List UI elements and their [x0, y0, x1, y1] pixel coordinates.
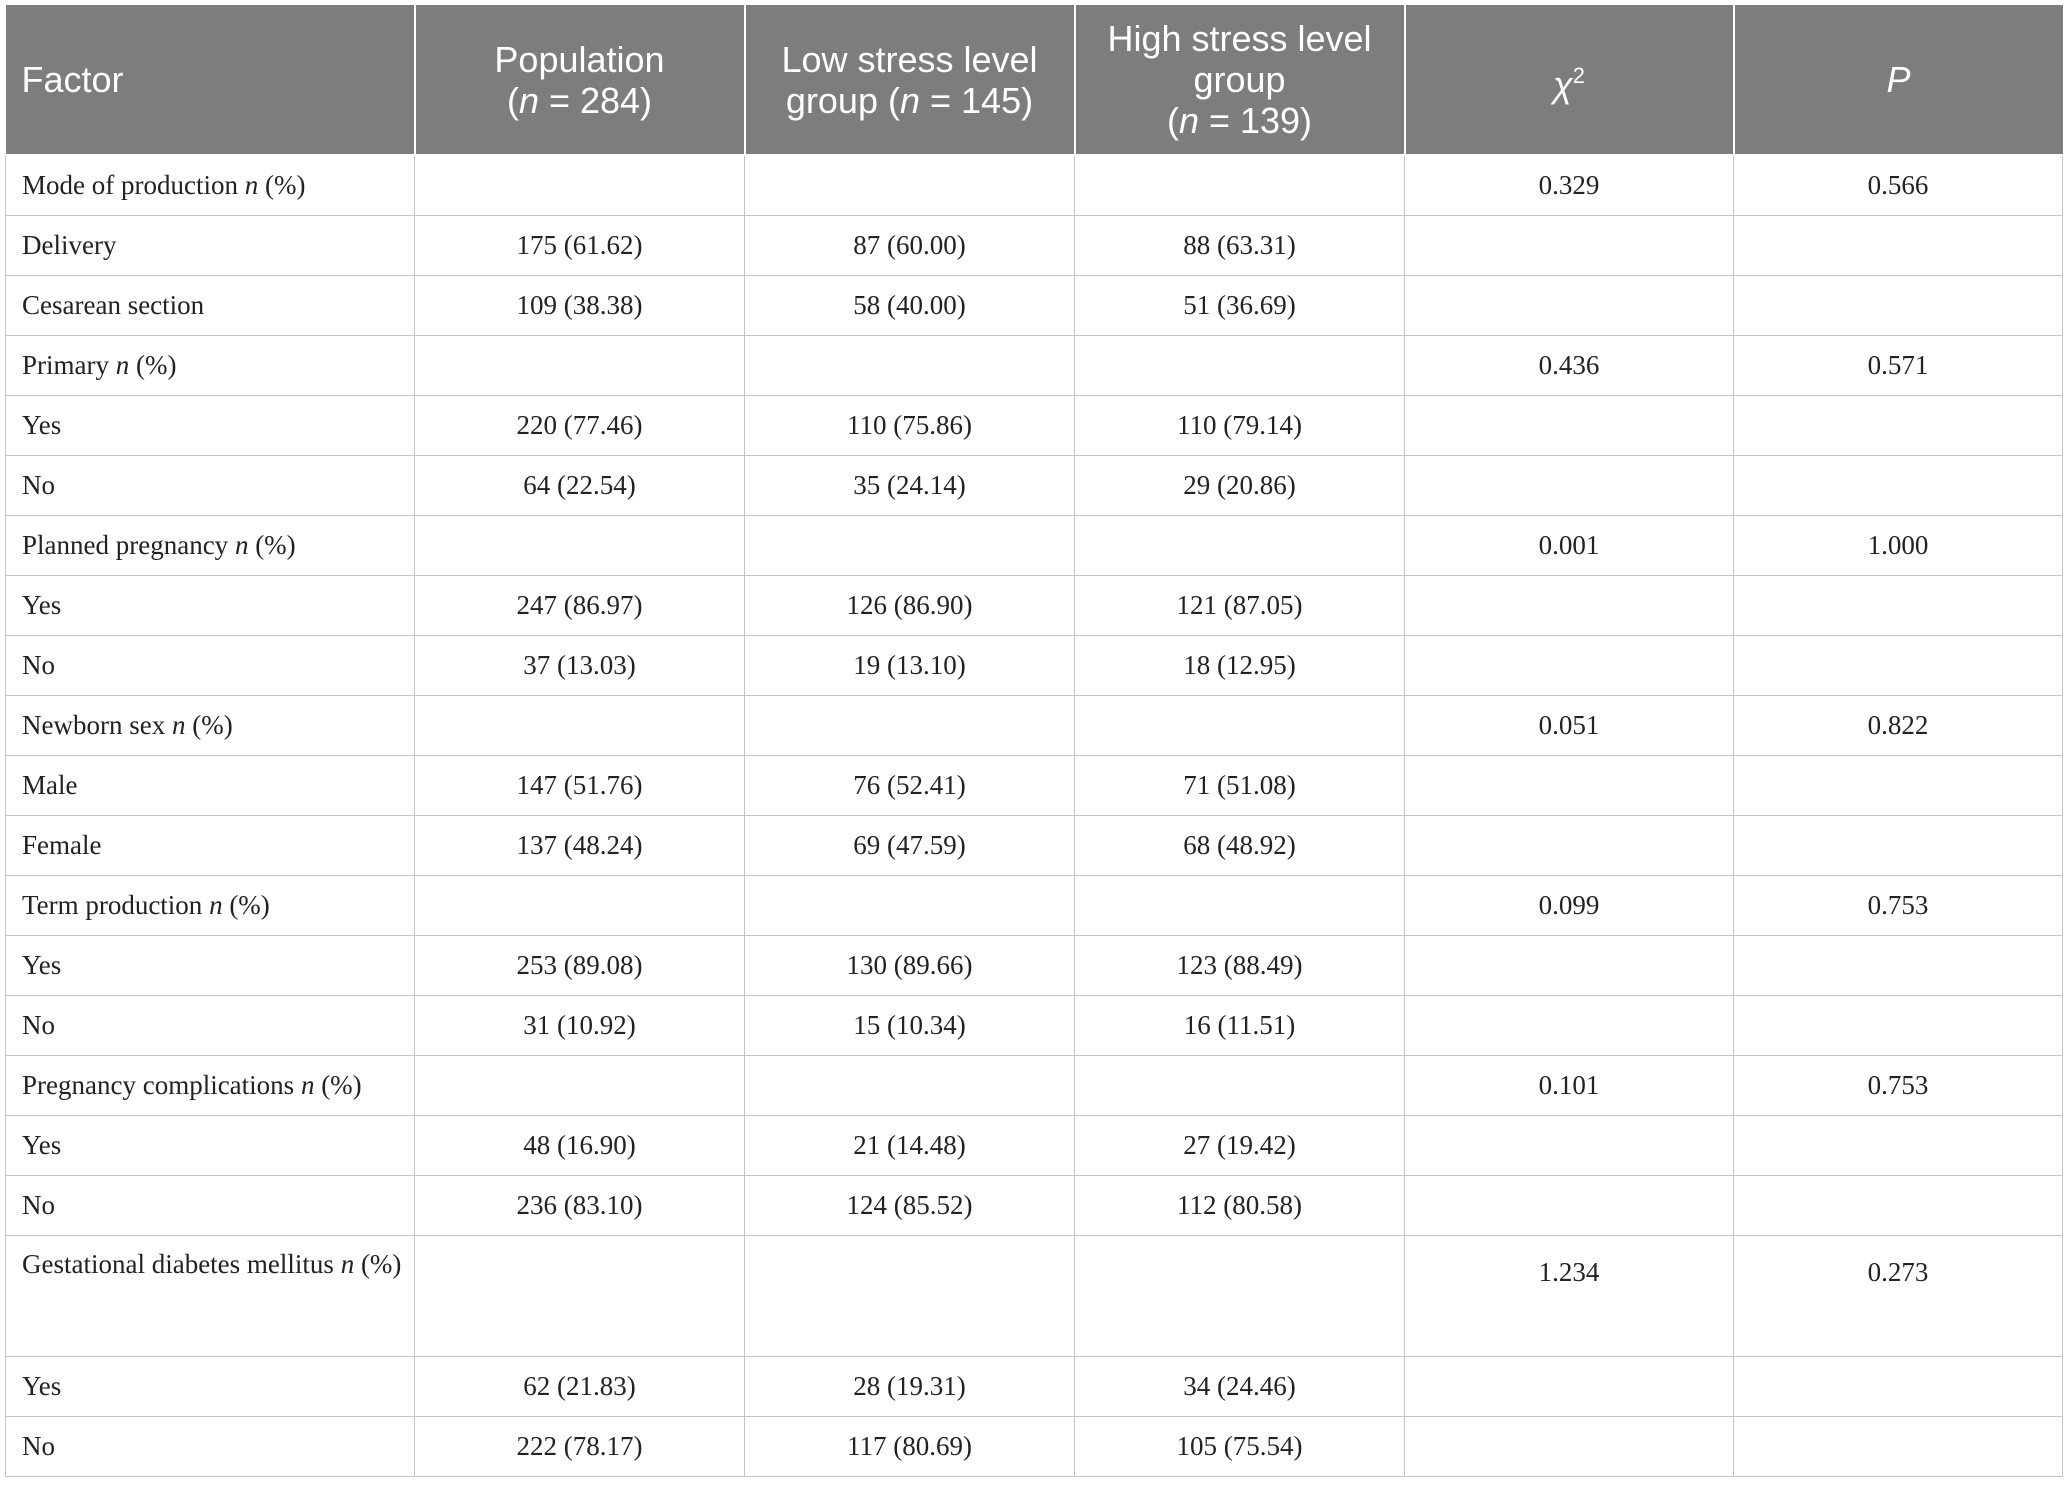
cell-chi-square — [1405, 216, 1734, 276]
cell-p-value — [1734, 576, 2063, 636]
table-row — [6, 756, 2063, 816]
cell-factor — [6, 1176, 415, 1236]
cell-population — [415, 1236, 745, 1357]
table-row — [6, 396, 2063, 456]
cell-p-value — [1734, 1357, 2063, 1417]
cell-factor — [6, 396, 415, 456]
table-row — [6, 1176, 2063, 1236]
cell-high-stress — [1075, 696, 1405, 756]
cell-p-value — [1734, 756, 2063, 816]
cell-factor — [6, 576, 415, 636]
cell-high-stress — [1075, 155, 1405, 216]
table-body — [6, 155, 2063, 1477]
cell-low-stress: 130 (89.66) — [745, 936, 1075, 996]
header-low-count: = 145) — [920, 79, 1034, 121]
factor-label: Gestational diabetes mellitus — [22, 1249, 341, 1279]
cell-chi-square — [1405, 936, 1734, 996]
table-row — [6, 276, 2063, 336]
cell-factor — [6, 996, 415, 1056]
cell-high-stress: 16 (11.51) — [1075, 996, 1405, 1056]
header-population-n: n — [518, 79, 539, 121]
cell-high-stress: 121 (87.05) — [1075, 576, 1405, 636]
cell-population: 31 (10.92) — [415, 996, 745, 1056]
cell-chi-square — [1405, 396, 1734, 456]
cell-high-stress: 34 (24.46) — [1075, 1357, 1405, 1417]
table-row — [6, 1116, 2063, 1176]
cell-low-stress: 19 (13.10) — [745, 636, 1075, 696]
cell-population: 109 (38.38) — [415, 276, 745, 336]
factor-label: Yes — [22, 410, 62, 440]
cell-chi-square: 0.436 — [1405, 336, 1734, 396]
cell-low-stress — [745, 876, 1075, 936]
cell-p-value — [1734, 396, 2063, 456]
factor-label: Female — [22, 830, 102, 860]
cell-high-stress: 88 (63.31) — [1075, 216, 1405, 276]
cell-factor — [6, 216, 415, 276]
cell-population — [415, 516, 745, 576]
cell-factor — [6, 155, 415, 216]
cell-population: 236 (83.10) — [415, 1176, 745, 1236]
factor-label: Newborn sex — [22, 710, 172, 740]
table-row — [6, 456, 2063, 516]
table-row — [6, 155, 2063, 216]
cell-factor — [6, 1056, 415, 1116]
cell-factor — [6, 936, 415, 996]
cell-p-value: 0.571 — [1734, 336, 2063, 396]
cell-chi-square — [1405, 996, 1734, 1056]
cell-population: 37 (13.03) — [415, 636, 745, 696]
factor-label: Cesarean section — [22, 290, 205, 320]
cell-population — [415, 696, 745, 756]
factor-percent-label: (%) — [129, 350, 177, 380]
cell-p-value: 0.753 — [1734, 1056, 2063, 1116]
cell-factor — [6, 1357, 415, 1417]
header-high-stress: High stress level group (n = 139) — [1075, 5, 1405, 155]
factor-percent-label: (%) — [222, 890, 270, 920]
cell-high-stress — [1075, 516, 1405, 576]
factor-label: No — [22, 470, 55, 500]
factor-n-symbol: n — [209, 890, 223, 920]
factor-label: No — [22, 1190, 55, 1220]
header-high-count: = 139) — [1198, 100, 1313, 141]
cell-high-stress — [1075, 1236, 1405, 1357]
cell-p-value: 0.753 — [1734, 876, 2063, 936]
header-population: Population (n = 284) — [415, 5, 745, 155]
table-row — [6, 1417, 2063, 1477]
cell-chi-square — [1405, 276, 1734, 336]
cell-high-stress: 51 (36.69) — [1075, 276, 1405, 336]
factor-n-symbol: n — [234, 530, 249, 560]
cell-high-stress: 105 (75.54) — [1075, 1417, 1405, 1477]
factor-n-symbol: n — [244, 170, 259, 200]
header-high-n: n — [1178, 100, 1199, 141]
cell-population: 222 (78.17) — [415, 1417, 745, 1477]
header-factor — [6, 5, 415, 155]
cell-low-stress: 58 (40.00) — [745, 276, 1075, 336]
table-row — [6, 516, 2063, 576]
cell-chi-square — [1405, 816, 1734, 876]
cell-high-stress: 27 (19.42) — [1075, 1116, 1405, 1176]
cell-chi-square: 0.101 — [1405, 1056, 1734, 1116]
header-high-line1: High stress level — [1107, 18, 1372, 59]
cell-low-stress — [745, 155, 1075, 216]
factor-n-symbol: n — [340, 1249, 355, 1279]
cell-population — [415, 876, 745, 936]
cell-low-stress: 21 (14.48) — [745, 1116, 1075, 1176]
cell-p-value — [1734, 276, 2063, 336]
table-row — [6, 336, 2063, 396]
header-row — [6, 5, 2063, 155]
cell-p-value — [1734, 1176, 2063, 1236]
table-row — [6, 1056, 2063, 1116]
cell-population — [415, 336, 745, 396]
cell-p-value — [1734, 636, 2063, 696]
table-row — [6, 996, 2063, 1056]
cell-low-stress — [745, 336, 1075, 396]
cell-low-stress: 126 (86.90) — [745, 576, 1075, 636]
cell-factor — [6, 696, 415, 756]
cell-factor — [6, 516, 415, 576]
cell-p-value: 0.822 — [1734, 696, 2063, 756]
factor-label: Yes — [22, 590, 62, 620]
header-low-n: n — [899, 79, 920, 121]
cell-population: 64 (22.54) — [415, 456, 745, 516]
header-low-stress — [745, 5, 1075, 155]
cell-factor — [6, 816, 415, 876]
factor-label: Term production — [22, 890, 210, 920]
cell-low-stress: 15 (10.34) — [745, 996, 1075, 1056]
cell-low-stress — [745, 1236, 1075, 1357]
cell-p-value: 0.566 — [1734, 155, 2063, 216]
cell-factor — [6, 1417, 415, 1477]
cell-low-stress: 110 (75.86) — [745, 396, 1075, 456]
header-chi-square — [1405, 5, 1734, 155]
table-row — [6, 576, 2063, 636]
cell-p-value — [1734, 456, 2063, 516]
factor-label: Primary — [22, 350, 116, 380]
header-population-line1: Population — [494, 38, 665, 80]
cell-factor — [6, 876, 415, 936]
cell-p-value — [1734, 1116, 2063, 1176]
cell-high-stress: 71 (51.08) — [1075, 756, 1405, 816]
cell-population — [415, 155, 745, 216]
cell-high-stress: 112 (80.58) — [1075, 1176, 1405, 1236]
table-header — [6, 5, 2063, 155]
cell-population: 253 (89.08) — [415, 936, 745, 996]
factor-label: Pregnancy complications — [22, 1070, 301, 1100]
cell-low-stress — [745, 516, 1075, 576]
header-p-value — [1734, 5, 2063, 155]
cell-low-stress: 69 (47.59) — [745, 816, 1075, 876]
cell-population: 137 (48.24) — [415, 816, 745, 876]
cell-population — [415, 1056, 745, 1116]
header-population-count: = 284) — [538, 79, 653, 121]
factor-n-symbol: n — [171, 710, 186, 740]
cell-population: 48 (16.90) — [415, 1116, 745, 1176]
cell-chi-square — [1405, 1176, 1734, 1236]
factor-label: Yes — [22, 950, 62, 980]
cell-chi-square: 0.099 — [1405, 876, 1734, 936]
factor-n-symbol: n — [115, 350, 130, 380]
header-chi-symbol: χ — [1553, 63, 1573, 105]
cell-chi-square — [1405, 1357, 1734, 1417]
factor-percent-label: (%) — [258, 170, 306, 200]
cell-chi-square: 0.051 — [1405, 696, 1734, 756]
cell-population: 220 (77.46) — [415, 396, 745, 456]
cell-population: 247 (86.97) — [415, 576, 745, 636]
factor-percent-label: (%) — [314, 1070, 362, 1100]
cell-factor — [6, 276, 415, 336]
cell-high-stress: 18 (12.95) — [1075, 636, 1405, 696]
cell-p-value — [1734, 936, 2063, 996]
cell-low-stress: 76 (52.41) — [745, 756, 1075, 816]
data-table — [5, 5, 2063, 1477]
cell-chi-square — [1405, 456, 1734, 516]
table-row — [6, 1357, 2063, 1417]
cell-high-stress — [1075, 876, 1405, 936]
cell-chi-square: 0.329 — [1405, 155, 1734, 216]
cell-chi-square — [1405, 756, 1734, 816]
cell-population: 147 (51.76) — [415, 756, 745, 816]
cell-population: 62 (21.83) — [415, 1357, 745, 1417]
cell-chi-square — [1405, 576, 1734, 636]
cell-low-stress: 117 (80.69) — [745, 1417, 1075, 1477]
cell-factor — [6, 1116, 415, 1176]
header-low-line2: group ( — [785, 79, 900, 121]
table-row — [6, 1236, 2063, 1357]
cell-p-value: 0.273 — [1734, 1236, 2063, 1357]
factor-label: No — [22, 650, 55, 680]
table-row — [6, 636, 2063, 696]
cell-high-stress: 68 (48.92) — [1075, 816, 1405, 876]
factor-n-symbol: n — [300, 1070, 315, 1100]
cell-chi-square: 1.234 — [1405, 1236, 1734, 1357]
factor-label: No — [22, 1431, 55, 1461]
cell-low-stress — [745, 696, 1075, 756]
factor-label: Yes — [22, 1130, 62, 1160]
cell-factor — [6, 456, 415, 516]
table-row — [6, 816, 2063, 876]
cell-low-stress: 35 (24.14) — [745, 456, 1075, 516]
cell-high-stress: 29 (20.86) — [1075, 456, 1405, 516]
cell-low-stress — [745, 1056, 1075, 1116]
header-factor-label: Factor — [21, 59, 124, 100]
cell-high-stress: 123 (88.49) — [1075, 936, 1405, 996]
header-p-label: P — [1886, 59, 1911, 100]
factor-percent-label: (%) — [185, 710, 233, 740]
cell-factor — [6, 1236, 415, 1357]
cell-p-value: 1.000 — [1734, 516, 2063, 576]
cell-p-value — [1734, 996, 2063, 1056]
cell-low-stress: 28 (19.31) — [745, 1357, 1075, 1417]
factor-label: Delivery — [22, 230, 117, 260]
cell-factor — [6, 336, 415, 396]
cell-p-value — [1734, 216, 2063, 276]
cell-low-stress: 124 (85.52) — [745, 1176, 1075, 1236]
factor-label: Yes — [22, 1371, 62, 1401]
cell-p-value — [1734, 816, 2063, 876]
factor-percent-label: (%) — [354, 1249, 402, 1279]
header-high-line2: group — [1193, 59, 1286, 100]
cell-high-stress — [1075, 336, 1405, 396]
cell-factor — [6, 756, 415, 816]
factor-label: Planned pregnancy — [22, 530, 235, 560]
cell-chi-square: 0.001 — [1405, 516, 1734, 576]
cell-population: 175 (61.62) — [415, 216, 745, 276]
table-row — [6, 876, 2063, 936]
cell-chi-square — [1405, 636, 1734, 696]
table-row — [6, 936, 2063, 996]
cell-chi-square — [1405, 1417, 1734, 1477]
cell-p-value — [1734, 1417, 2063, 1477]
factor-label: Mode of production — [22, 170, 245, 200]
header-chi-superscript: 2 — [1572, 62, 1585, 88]
cell-high-stress: 110 (79.14) — [1075, 396, 1405, 456]
header-low-line1: Low stress level — [781, 38, 1038, 80]
table-row — [6, 696, 2063, 756]
cell-low-stress: 87 (60.00) — [745, 216, 1075, 276]
table-container — [5, 5, 2063, 1477]
factor-label: Male — [22, 770, 78, 800]
factor-percent-label: (%) — [248, 530, 296, 560]
cell-high-stress — [1075, 1056, 1405, 1116]
cell-factor — [6, 636, 415, 696]
cell-chi-square — [1405, 1116, 1734, 1176]
table-row — [6, 216, 2063, 276]
factor-label: No — [22, 1010, 55, 1040]
